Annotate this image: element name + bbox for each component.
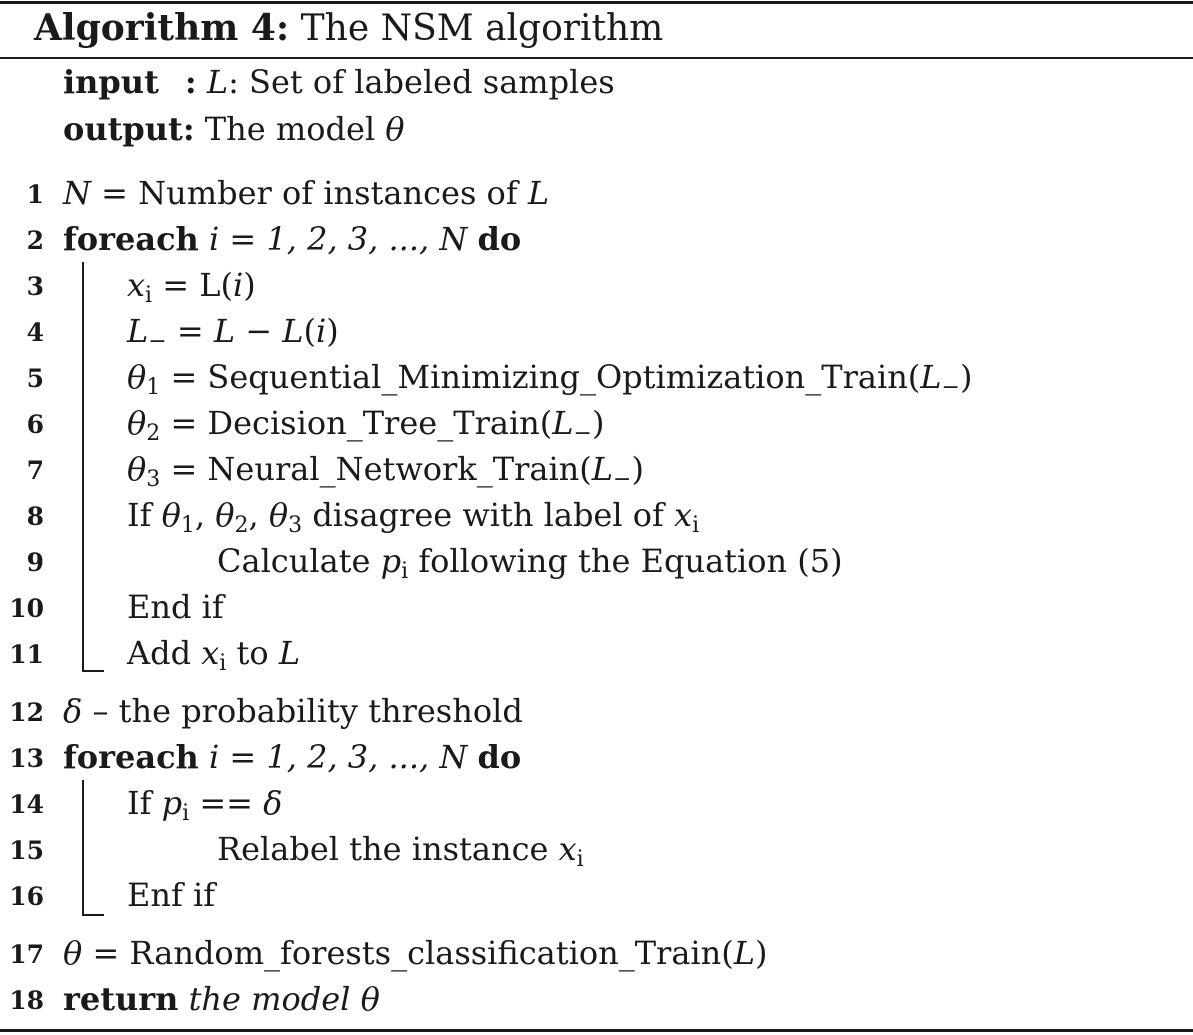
subscript: i xyxy=(219,651,227,676)
line-text: i xyxy=(315,312,327,350)
algorithm-line xyxy=(63,174,549,212)
output-description: The model xyxy=(204,110,376,148)
line-number: 2 xyxy=(26,226,44,255)
subscript: 1 xyxy=(146,375,161,400)
line-number: 13 xyxy=(9,744,44,773)
algorithm-line xyxy=(127,312,339,354)
line-text: ) xyxy=(591,404,605,442)
line-text: i = 1, 2, 3, ..., N xyxy=(198,220,478,258)
foreach-block-bar-1 xyxy=(82,262,84,672)
bottom-rule xyxy=(0,1029,1193,1032)
line-text: to xyxy=(226,634,279,672)
input-variable: L xyxy=(206,63,229,101)
keyword: do xyxy=(477,738,522,776)
line-text: x xyxy=(674,496,693,534)
title-rule xyxy=(0,57,1193,59)
line-number: 1 xyxy=(26,180,44,209)
algorithm-line xyxy=(63,220,521,258)
subscript: i xyxy=(576,847,584,872)
algorithm-line xyxy=(127,358,973,400)
line-number: 8 xyxy=(26,502,44,531)
subscript: − xyxy=(148,329,167,354)
algorithm-line xyxy=(127,404,605,446)
line-text: θ xyxy=(127,404,147,442)
algorithm-line xyxy=(63,934,767,972)
subscript: i xyxy=(692,513,700,538)
line-number: 16 xyxy=(9,882,44,911)
algorithm-name: The NSM algorithm xyxy=(300,8,664,49)
keyword: do xyxy=(477,220,522,258)
line-number: 11 xyxy=(9,640,44,669)
line-number: 5 xyxy=(26,364,44,393)
foreach-block-end-1 xyxy=(82,670,104,672)
keyword: foreach xyxy=(63,220,199,258)
line-text: = Sequential_Minimizing_Optimization_Train( xyxy=(160,358,921,396)
line-text: θ xyxy=(63,934,83,972)
line-text: = Number of instances of xyxy=(91,174,528,212)
line-text: , xyxy=(248,496,269,534)
subscript: − xyxy=(613,467,632,492)
line-number: 7 xyxy=(26,456,44,485)
line-text: Relabel the instance xyxy=(217,830,559,868)
line-text: Enf if xyxy=(127,876,216,914)
line-text: following the Equation (5) xyxy=(408,542,843,580)
line-text: the model θ xyxy=(178,980,380,1018)
line-text: θ xyxy=(268,496,289,534)
line-text: i xyxy=(232,266,244,304)
line-text: L xyxy=(591,450,614,488)
line-text: θ xyxy=(127,450,147,488)
subscript: 2 xyxy=(234,513,249,538)
algorithm-line xyxy=(127,876,215,914)
subscript: i xyxy=(145,283,153,308)
line-number: 9 xyxy=(26,548,44,577)
input-line xyxy=(63,63,615,101)
line-number: 17 xyxy=(9,940,44,969)
subscript: 1 xyxy=(180,513,195,538)
line-text: L xyxy=(278,634,301,672)
line-text: disagree with label of xyxy=(302,496,675,534)
input-separator: : xyxy=(184,63,197,101)
algorithm-line xyxy=(127,266,256,308)
line-text: = Random_forests_classification_Train( xyxy=(82,934,734,972)
line-text: p xyxy=(161,784,183,822)
subscript: i xyxy=(182,801,190,826)
line-text: – the probability threshold xyxy=(82,692,523,730)
line-text: L xyxy=(527,174,550,212)
input-description: : Set of labeled samples xyxy=(228,63,615,101)
line-text: ) xyxy=(959,358,973,396)
line-text: θ xyxy=(161,496,181,534)
line-text: δ xyxy=(63,692,83,730)
line-text: , xyxy=(194,496,216,534)
line-text: = xyxy=(166,312,214,350)
input-keyword: input xyxy=(63,63,159,101)
line-text: x xyxy=(127,266,146,304)
line-text: If xyxy=(127,496,162,534)
output-variable: θ xyxy=(385,110,405,148)
line-text: p xyxy=(380,542,402,580)
line-text: θ xyxy=(127,358,147,396)
output-keyword: output: xyxy=(63,110,195,148)
line-number: 12 xyxy=(9,698,44,727)
line-text: = Decision_Tree_Train( xyxy=(160,404,553,442)
line-text: ( xyxy=(303,312,316,350)
line-text: End if xyxy=(127,588,224,626)
algorithm-line xyxy=(217,830,584,872)
algorithm-line xyxy=(63,692,523,730)
subscript: 3 xyxy=(288,513,303,538)
line-text: ) xyxy=(326,312,339,350)
foreach-block-bar-2 xyxy=(82,780,84,916)
output-line xyxy=(63,110,405,148)
line-text: ) xyxy=(631,450,644,488)
line-number: 6 xyxy=(26,410,44,439)
line-number: 3 xyxy=(26,272,44,301)
line-text: == xyxy=(189,784,264,822)
line-number: 4 xyxy=(26,318,44,347)
line-text: δ xyxy=(263,784,283,822)
line-text: x xyxy=(201,634,220,672)
algorithm-line xyxy=(127,450,644,492)
subscript: i xyxy=(401,559,409,584)
foreach-block-end-2 xyxy=(82,914,104,916)
line-text: L xyxy=(552,404,574,442)
line-text: L xyxy=(213,312,236,350)
algorithm-label: Algorithm 4: xyxy=(34,7,290,49)
line-text: i = 1, 2, 3, ..., N xyxy=(198,738,478,776)
subscript: − xyxy=(941,375,960,400)
line-text: L xyxy=(127,312,149,350)
subscript: − xyxy=(573,421,592,446)
line-text: = L( xyxy=(152,266,233,304)
line-number: 14 xyxy=(9,790,44,819)
subscript: 2 xyxy=(146,421,161,446)
line-number: 10 xyxy=(9,594,44,623)
line-text: N xyxy=(63,174,91,212)
algorithm-line xyxy=(127,634,301,676)
line-number: 15 xyxy=(9,836,44,865)
line-text: Add xyxy=(127,634,202,672)
line-text: L xyxy=(920,358,942,396)
algorithm-line xyxy=(127,588,224,626)
algorithm-title xyxy=(34,7,663,50)
top-rule xyxy=(0,1,1193,4)
algorithm-line xyxy=(127,784,283,826)
line-text: θ xyxy=(215,496,235,534)
subscript: 3 xyxy=(146,467,161,492)
algorithm-line xyxy=(217,542,843,584)
line-text: − xyxy=(235,312,283,350)
line-text: ) xyxy=(755,934,768,972)
line-text: L xyxy=(282,312,304,350)
line-text: L xyxy=(733,934,755,972)
line-text: If xyxy=(127,784,162,822)
line-number: 18 xyxy=(9,986,44,1015)
line-text: Calculate xyxy=(217,542,381,580)
keyword: foreach xyxy=(63,738,199,776)
algorithm-line xyxy=(63,738,521,776)
line-text: ) xyxy=(243,266,256,304)
algorithm-line xyxy=(63,980,380,1018)
algorithm-line xyxy=(127,496,700,538)
line-text: x xyxy=(558,830,577,868)
line-text: = Neural_Network_Train( xyxy=(160,450,592,488)
keyword: return xyxy=(63,980,179,1018)
